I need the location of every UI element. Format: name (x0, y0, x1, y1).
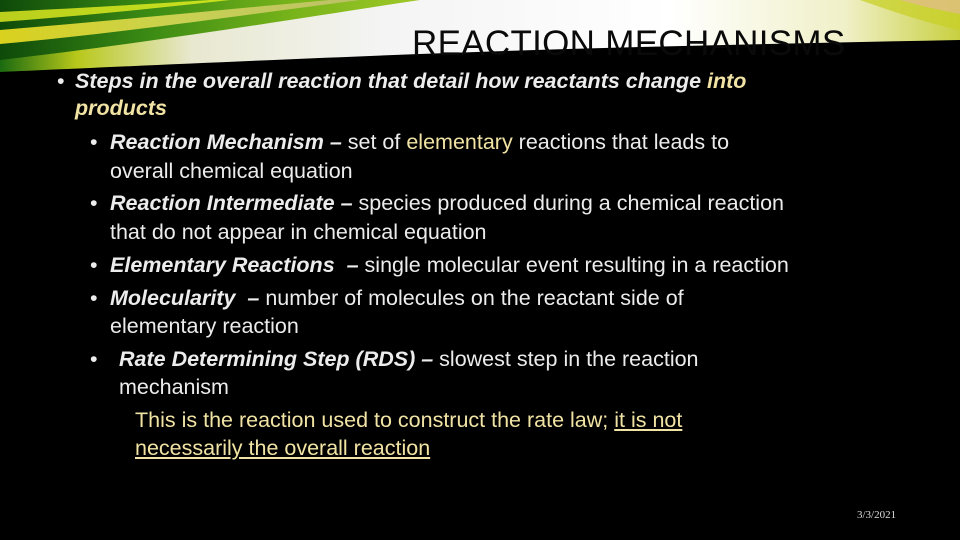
definition: reactions that leads to (512, 130, 730, 154)
bullet-marker: • (90, 253, 98, 277)
main-bullet-line2: products (75, 96, 167, 120)
term: Reaction Intermediate (110, 191, 335, 215)
definition: single molecular event resulting in a reaction (364, 253, 789, 277)
dash: – (235, 286, 266, 310)
dash: – (415, 347, 440, 371)
term: Molecularity (110, 286, 236, 310)
term: Rate Determining Step (RDS) (119, 347, 416, 371)
dash: – (323, 130, 348, 154)
bullet-marker: • (90, 347, 98, 371)
note-text: This is the reaction used to construct the rate law; (135, 408, 615, 432)
bullet-marker: • (90, 191, 98, 215)
sub-bullet-rds-line2: mechanism (119, 375, 229, 399)
sub-bullet-mechanism (110, 128, 729, 156)
note-line2: necessarily the overall reaction (135, 436, 431, 460)
bullet-marker: • (90, 130, 98, 154)
sub-bullet-molecularity-line2: elementary reaction (110, 314, 299, 338)
note-line1 (135, 406, 682, 434)
sub-bullet-rds (119, 345, 699, 373)
definition: slowest step in the reaction (439, 347, 699, 371)
term: Elementary Reactions (110, 253, 335, 277)
slide-title: REACTION MECHANISMS (412, 24, 846, 63)
sub-bullet-elementary (110, 251, 789, 279)
definition-highlight: elementary (406, 130, 513, 154)
bullet-marker: • (57, 69, 65, 93)
bullet-marker: • (90, 286, 98, 310)
main-bullet-highlight: into (707, 69, 747, 93)
sub-bullet-molecularity (110, 284, 684, 312)
note-underlined: it is not (614, 408, 683, 432)
slide-date: 3/3/2021 (857, 509, 897, 521)
dash: – (334, 253, 365, 277)
main-bullet-text: Steps in the overall reaction that detail how reactants change (75, 69, 708, 93)
term: Reaction Mechanism (110, 130, 324, 154)
main-bullet-line1 (75, 67, 746, 95)
sub-bullet-mechanism-line2: overall chemical equation (110, 159, 353, 183)
sub-bullet-intermediate (110, 189, 784, 217)
definition: species produced during a chemical reaction (358, 191, 784, 215)
sub-bullet-intermediate-line2: that do not appear in chemical equation (110, 220, 487, 244)
dash: – (334, 191, 359, 215)
definition: number of molecules on the reactant side of (265, 286, 684, 310)
definition: set of (347, 130, 407, 154)
